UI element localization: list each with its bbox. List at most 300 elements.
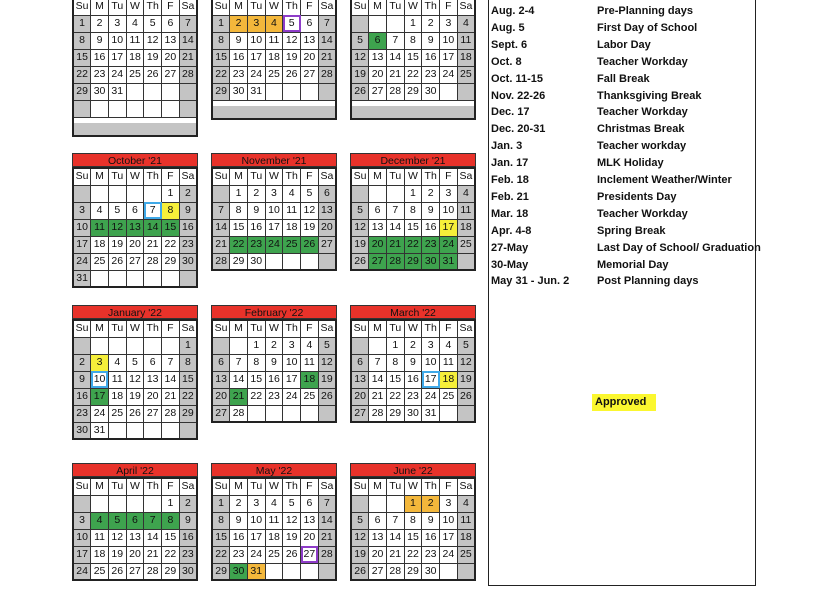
weekday-label: Th xyxy=(144,478,162,495)
week-row xyxy=(351,83,475,100)
day-cell: 17 xyxy=(440,219,458,236)
event-date: Aug. 2-4 xyxy=(491,5,535,17)
day-cell: 14 xyxy=(386,529,404,546)
weekday-label: W xyxy=(404,0,422,15)
day-cell: 7 xyxy=(386,32,404,49)
day-cell: 19 xyxy=(301,219,319,236)
day-cell: 14 xyxy=(212,219,230,236)
weekday-label: W xyxy=(126,168,144,185)
week-row xyxy=(212,185,336,202)
day-cell: 20 xyxy=(351,388,369,405)
day-cell: 13 xyxy=(212,371,230,388)
event-date: Jan. 3 xyxy=(491,140,523,153)
week-row xyxy=(351,546,475,563)
week-row xyxy=(212,32,336,49)
day-cell: 5 xyxy=(301,185,319,202)
day-cell: 24 xyxy=(108,66,126,83)
event-name: Teacher Workday xyxy=(597,207,688,220)
day-cell: 21 xyxy=(386,66,404,83)
day-cell: 19 xyxy=(351,546,369,563)
week-row xyxy=(351,512,475,529)
day-cell: 29 xyxy=(404,563,422,580)
event-name: First Day of School xyxy=(597,21,698,34)
weekday-label: F xyxy=(440,168,458,185)
weekday-label: F xyxy=(301,320,319,337)
month-title: January '22 xyxy=(72,305,198,319)
weekday-label: Th xyxy=(422,168,440,185)
empty-day-cell xyxy=(108,495,126,512)
day-cell: 18 xyxy=(265,529,283,546)
day-cell: 11 xyxy=(457,32,475,49)
day-cell: 19 xyxy=(283,49,301,66)
day-cell: 26 xyxy=(283,66,301,83)
day-cell: 11 xyxy=(283,202,301,219)
day-cell: 8 xyxy=(73,32,91,49)
day-cell: 8 xyxy=(162,202,180,219)
day-cell: 26 xyxy=(301,236,319,253)
empty-day-cell xyxy=(144,185,162,202)
day-cell: 27 xyxy=(126,253,144,270)
day-cell: 14 xyxy=(179,32,197,49)
week-row xyxy=(73,66,197,83)
event-date: Oct. 11-15 xyxy=(491,72,543,85)
day-cell: 15 xyxy=(212,529,230,546)
weekday-label: Tu xyxy=(108,168,126,185)
day-cell: 17 xyxy=(108,49,126,66)
month-grid xyxy=(350,319,476,423)
day-cell: 14 xyxy=(369,371,387,388)
day-cell: 2 xyxy=(404,337,422,354)
weekday-header-row xyxy=(212,168,336,185)
month-calendar xyxy=(72,305,198,440)
day-cell: 27 xyxy=(212,405,230,422)
day-cell: 18 xyxy=(91,236,109,253)
day-cell: 30 xyxy=(179,253,197,270)
week-row xyxy=(212,529,336,546)
day-cell: 24 xyxy=(247,546,265,563)
day-cell: 7 xyxy=(318,15,336,32)
day-cell: 2 xyxy=(422,495,440,512)
day-cell: 18 xyxy=(126,49,144,66)
week-row xyxy=(73,388,197,405)
filler-cell xyxy=(73,123,197,136)
day-cell: 30 xyxy=(404,405,422,422)
day-cell: 13 xyxy=(301,32,319,49)
day-cell: 6 xyxy=(369,512,387,529)
week-row xyxy=(351,563,475,580)
empty-day-cell xyxy=(144,100,162,117)
day-cell: 12 xyxy=(283,512,301,529)
day-cell: 2 xyxy=(73,354,91,371)
day-cell: 2 xyxy=(422,185,440,202)
weekday-label: F xyxy=(162,0,180,15)
day-cell: 10 xyxy=(440,202,458,219)
empty-day-cell xyxy=(351,495,369,512)
day-cell: 22 xyxy=(162,546,180,563)
empty-day-cell xyxy=(369,185,387,202)
empty-day-cell xyxy=(91,495,109,512)
day-cell: 29 xyxy=(212,83,230,100)
event-name: Teacher Workday xyxy=(597,106,688,119)
empty-day-cell xyxy=(318,405,336,422)
day-cell: 22 xyxy=(212,66,230,83)
day-cell: 1 xyxy=(404,15,422,32)
empty-day-cell xyxy=(108,100,126,117)
weekday-label: Su xyxy=(212,0,230,15)
day-cell: 1 xyxy=(230,185,248,202)
week-row xyxy=(73,371,197,388)
day-cell: 31 xyxy=(108,83,126,100)
day-cell: 26 xyxy=(351,253,369,270)
day-cell: 7 xyxy=(230,354,248,371)
weekday-label: Su xyxy=(351,320,369,337)
weekday-label: M xyxy=(230,320,248,337)
weekday-label: M xyxy=(91,320,109,337)
weekday-label: Sa xyxy=(318,0,336,15)
week-row xyxy=(73,253,197,270)
day-cell: 2 xyxy=(179,495,197,512)
day-cell: 1 xyxy=(386,337,404,354)
event-name: Christmas Break xyxy=(597,123,685,136)
day-cell: 21 xyxy=(230,388,248,405)
day-cell: 22 xyxy=(386,388,404,405)
day-cell: 23 xyxy=(91,66,109,83)
week-row xyxy=(212,546,336,563)
day-cell: 4 xyxy=(265,495,283,512)
month-calendar xyxy=(350,463,476,581)
empty-day-cell xyxy=(283,253,301,270)
week-row xyxy=(212,371,336,388)
day-cell: 8 xyxy=(386,354,404,371)
day-cell: 7 xyxy=(162,354,180,371)
weekday-label: Th xyxy=(144,168,162,185)
empty-day-cell xyxy=(386,185,404,202)
empty-day-cell xyxy=(126,270,144,287)
day-cell: 29 xyxy=(212,563,230,580)
event-date: Aug. 5 xyxy=(491,21,525,34)
day-cell: 26 xyxy=(126,405,144,422)
day-cell: 29 xyxy=(162,563,180,580)
day-cell: 6 xyxy=(318,185,336,202)
day-cell: 21 xyxy=(179,49,197,66)
empty-day-cell xyxy=(265,83,283,100)
day-cell: 9 xyxy=(179,512,197,529)
filler-cell xyxy=(351,106,475,119)
day-cell: 13 xyxy=(126,529,144,546)
event-name: Last Day of School/ Graduation xyxy=(597,241,761,254)
day-cell: 28 xyxy=(144,563,162,580)
day-cell: 19 xyxy=(457,371,475,388)
day-cell: 15 xyxy=(162,529,180,546)
week-row xyxy=(351,219,475,236)
day-cell: 14 xyxy=(230,371,248,388)
day-cell: 20 xyxy=(369,66,387,83)
month-title: May '22 xyxy=(211,463,337,477)
empty-day-cell xyxy=(91,100,109,117)
day-cell: 27 xyxy=(369,83,387,100)
day-cell: 2 xyxy=(230,15,248,32)
day-cell: 26 xyxy=(318,388,336,405)
day-cell: 31 xyxy=(91,422,109,439)
weekday-label: Su xyxy=(73,320,91,337)
weekday-label: M xyxy=(230,168,248,185)
weekday-header-row xyxy=(351,320,475,337)
day-cell: 6 xyxy=(162,15,180,32)
day-cell: 29 xyxy=(73,83,91,100)
day-cell: 15 xyxy=(230,219,248,236)
day-cell: 10 xyxy=(440,32,458,49)
day-cell: 12 xyxy=(318,354,336,371)
empty-day-cell xyxy=(440,405,458,422)
week-row xyxy=(351,495,475,512)
day-cell: 3 xyxy=(440,185,458,202)
week-row xyxy=(212,512,336,529)
approved-badge: Approved xyxy=(592,394,656,411)
empty-day-cell xyxy=(351,337,369,354)
day-cell: 26 xyxy=(351,83,369,100)
day-cell: 22 xyxy=(404,66,422,83)
day-cell: 7 xyxy=(318,495,336,512)
day-cell: 18 xyxy=(457,529,475,546)
day-cell: 19 xyxy=(351,236,369,253)
day-cell: 11 xyxy=(440,354,458,371)
empty-day-cell xyxy=(283,405,301,422)
week-row xyxy=(73,405,197,422)
day-cell: 12 xyxy=(126,371,144,388)
month-grid xyxy=(350,0,476,120)
month-grid xyxy=(72,167,198,288)
weekday-label: Tu xyxy=(247,168,265,185)
day-cell: 3 xyxy=(73,202,91,219)
day-cell: 2 xyxy=(265,337,283,354)
week-row xyxy=(73,49,197,66)
weekday-label: Su xyxy=(212,320,230,337)
day-cell: 2 xyxy=(422,15,440,32)
empty-day-cell xyxy=(301,405,319,422)
day-cell: 9 xyxy=(247,202,265,219)
day-cell: 20 xyxy=(212,388,230,405)
week-row xyxy=(73,219,197,236)
month-title: April '22 xyxy=(72,463,198,477)
empty-day-cell xyxy=(108,337,126,354)
day-cell: 8 xyxy=(404,512,422,529)
weekday-label: Th xyxy=(283,0,301,15)
day-cell: 28 xyxy=(162,405,180,422)
day-cell: 1 xyxy=(162,185,180,202)
empty-day-cell xyxy=(351,15,369,32)
day-cell: 10 xyxy=(440,512,458,529)
month-calendar xyxy=(72,0,198,137)
month-title: October '21 xyxy=(72,153,198,167)
day-cell: 20 xyxy=(301,49,319,66)
week-row xyxy=(73,422,197,439)
day-cell: 25 xyxy=(457,236,475,253)
empty-day-cell xyxy=(73,337,91,354)
empty-day-cell xyxy=(144,337,162,354)
day-cell: 3 xyxy=(440,15,458,32)
day-cell: 23 xyxy=(422,236,440,253)
day-cell: 9 xyxy=(179,202,197,219)
day-cell: 8 xyxy=(404,32,422,49)
day-cell: 3 xyxy=(91,354,109,371)
filler-row xyxy=(73,123,197,136)
day-cell: 22 xyxy=(247,388,265,405)
week-row xyxy=(351,388,475,405)
empty-day-cell xyxy=(162,422,180,439)
week-row xyxy=(351,371,475,388)
month-calendar xyxy=(72,463,198,581)
events-legend xyxy=(488,0,761,586)
day-cell: 6 xyxy=(369,202,387,219)
weekday-label: Tu xyxy=(247,0,265,15)
day-cell: 9 xyxy=(422,32,440,49)
month-grid xyxy=(72,0,198,137)
weekday-label: Su xyxy=(351,0,369,15)
day-cell: 4 xyxy=(91,202,109,219)
weekday-label: F xyxy=(301,168,319,185)
weekday-label: Tu xyxy=(386,320,404,337)
day-cell: 23 xyxy=(422,66,440,83)
day-cell: 10 xyxy=(422,354,440,371)
day-cell: 21 xyxy=(318,529,336,546)
day-cell: 21 xyxy=(162,388,180,405)
day-cell: 19 xyxy=(351,66,369,83)
day-cell: 22 xyxy=(230,236,248,253)
day-cell: 6 xyxy=(369,32,387,49)
day-cell: 17 xyxy=(440,49,458,66)
event-name: Spring Break xyxy=(597,224,666,237)
day-cell: 29 xyxy=(179,405,197,422)
day-cell: 29 xyxy=(162,253,180,270)
day-cell: 13 xyxy=(369,529,387,546)
empty-day-cell xyxy=(73,185,91,202)
empty-day-cell xyxy=(108,185,126,202)
day-cell: 15 xyxy=(162,219,180,236)
empty-day-cell xyxy=(162,83,180,100)
week-row xyxy=(212,405,336,422)
month-grid xyxy=(72,319,198,440)
day-cell: 17 xyxy=(440,529,458,546)
day-cell: 18 xyxy=(440,371,458,388)
day-cell: 19 xyxy=(144,49,162,66)
weekday-label: F xyxy=(440,320,458,337)
day-cell: 26 xyxy=(108,563,126,580)
week-row xyxy=(212,388,336,405)
weekday-label: M xyxy=(230,478,248,495)
week-row xyxy=(212,15,336,32)
week-row xyxy=(212,202,336,219)
day-cell: 30 xyxy=(422,253,440,270)
day-cell: 17 xyxy=(247,49,265,66)
week-row xyxy=(212,49,336,66)
day-cell: 11 xyxy=(265,512,283,529)
day-cell: 5 xyxy=(318,337,336,354)
day-cell: 16 xyxy=(422,49,440,66)
day-cell: 18 xyxy=(108,388,126,405)
week-row xyxy=(73,546,197,563)
weekday-label: F xyxy=(162,478,180,495)
day-cell: 28 xyxy=(318,546,336,563)
weekday-label: F xyxy=(301,0,319,15)
day-cell: 24 xyxy=(440,66,458,83)
empty-day-cell xyxy=(318,253,336,270)
empty-day-cell xyxy=(108,422,126,439)
day-cell: 1 xyxy=(162,495,180,512)
day-cell: 5 xyxy=(351,202,369,219)
weekday-label: Sa xyxy=(318,320,336,337)
day-cell: 10 xyxy=(265,202,283,219)
day-cell: 10 xyxy=(73,219,91,236)
week-row xyxy=(212,219,336,236)
day-cell: 13 xyxy=(369,219,387,236)
day-cell: 3 xyxy=(247,15,265,32)
day-cell: 13 xyxy=(162,32,180,49)
day-cell: 22 xyxy=(212,546,230,563)
day-cell: 7 xyxy=(179,15,197,32)
day-cell: 28 xyxy=(318,66,336,83)
weekday-label: Su xyxy=(351,478,369,495)
weekday-label: Th xyxy=(422,320,440,337)
day-cell: 19 xyxy=(283,529,301,546)
weekday-label: W xyxy=(404,478,422,495)
month-calendar xyxy=(211,463,337,581)
weekday-header-row xyxy=(73,168,197,185)
weekday-label: Su xyxy=(73,478,91,495)
week-row xyxy=(212,354,336,371)
week-row xyxy=(73,32,197,49)
day-cell: 23 xyxy=(73,405,91,422)
event-name: Presidents Day xyxy=(597,190,677,203)
week-row xyxy=(73,202,197,219)
day-cell: 8 xyxy=(247,354,265,371)
empty-day-cell xyxy=(457,563,475,580)
day-cell: 18 xyxy=(91,546,109,563)
day-cell: 16 xyxy=(73,388,91,405)
empty-day-cell xyxy=(144,83,162,100)
day-cell: 25 xyxy=(91,253,109,270)
day-cell: 26 xyxy=(351,563,369,580)
day-cell: 16 xyxy=(247,219,265,236)
day-cell: 1 xyxy=(73,15,91,32)
day-cell: 12 xyxy=(351,49,369,66)
day-cell: 2 xyxy=(247,185,265,202)
empty-day-cell xyxy=(126,422,144,439)
week-row xyxy=(73,529,197,546)
empty-day-cell xyxy=(162,270,180,287)
filler-row xyxy=(351,106,475,119)
day-cell: 10 xyxy=(283,354,301,371)
weekday-label: Th xyxy=(283,168,301,185)
month-grid xyxy=(350,477,476,581)
day-cell: 26 xyxy=(108,253,126,270)
day-cell: 18 xyxy=(283,219,301,236)
weekday-label: W xyxy=(265,168,283,185)
day-cell: 17 xyxy=(422,371,440,388)
week-row xyxy=(351,253,475,270)
weekday-label: Su xyxy=(73,0,91,15)
day-cell: 15 xyxy=(404,219,422,236)
day-cell: 13 xyxy=(318,202,336,219)
day-cell: 12 xyxy=(144,32,162,49)
day-cell: 3 xyxy=(247,495,265,512)
day-cell: 10 xyxy=(108,32,126,49)
filler-row xyxy=(212,106,336,119)
day-cell: 22 xyxy=(404,546,422,563)
empty-day-cell xyxy=(126,185,144,202)
day-cell: 3 xyxy=(73,512,91,529)
day-cell: 16 xyxy=(422,219,440,236)
weekday-label: Su xyxy=(212,478,230,495)
